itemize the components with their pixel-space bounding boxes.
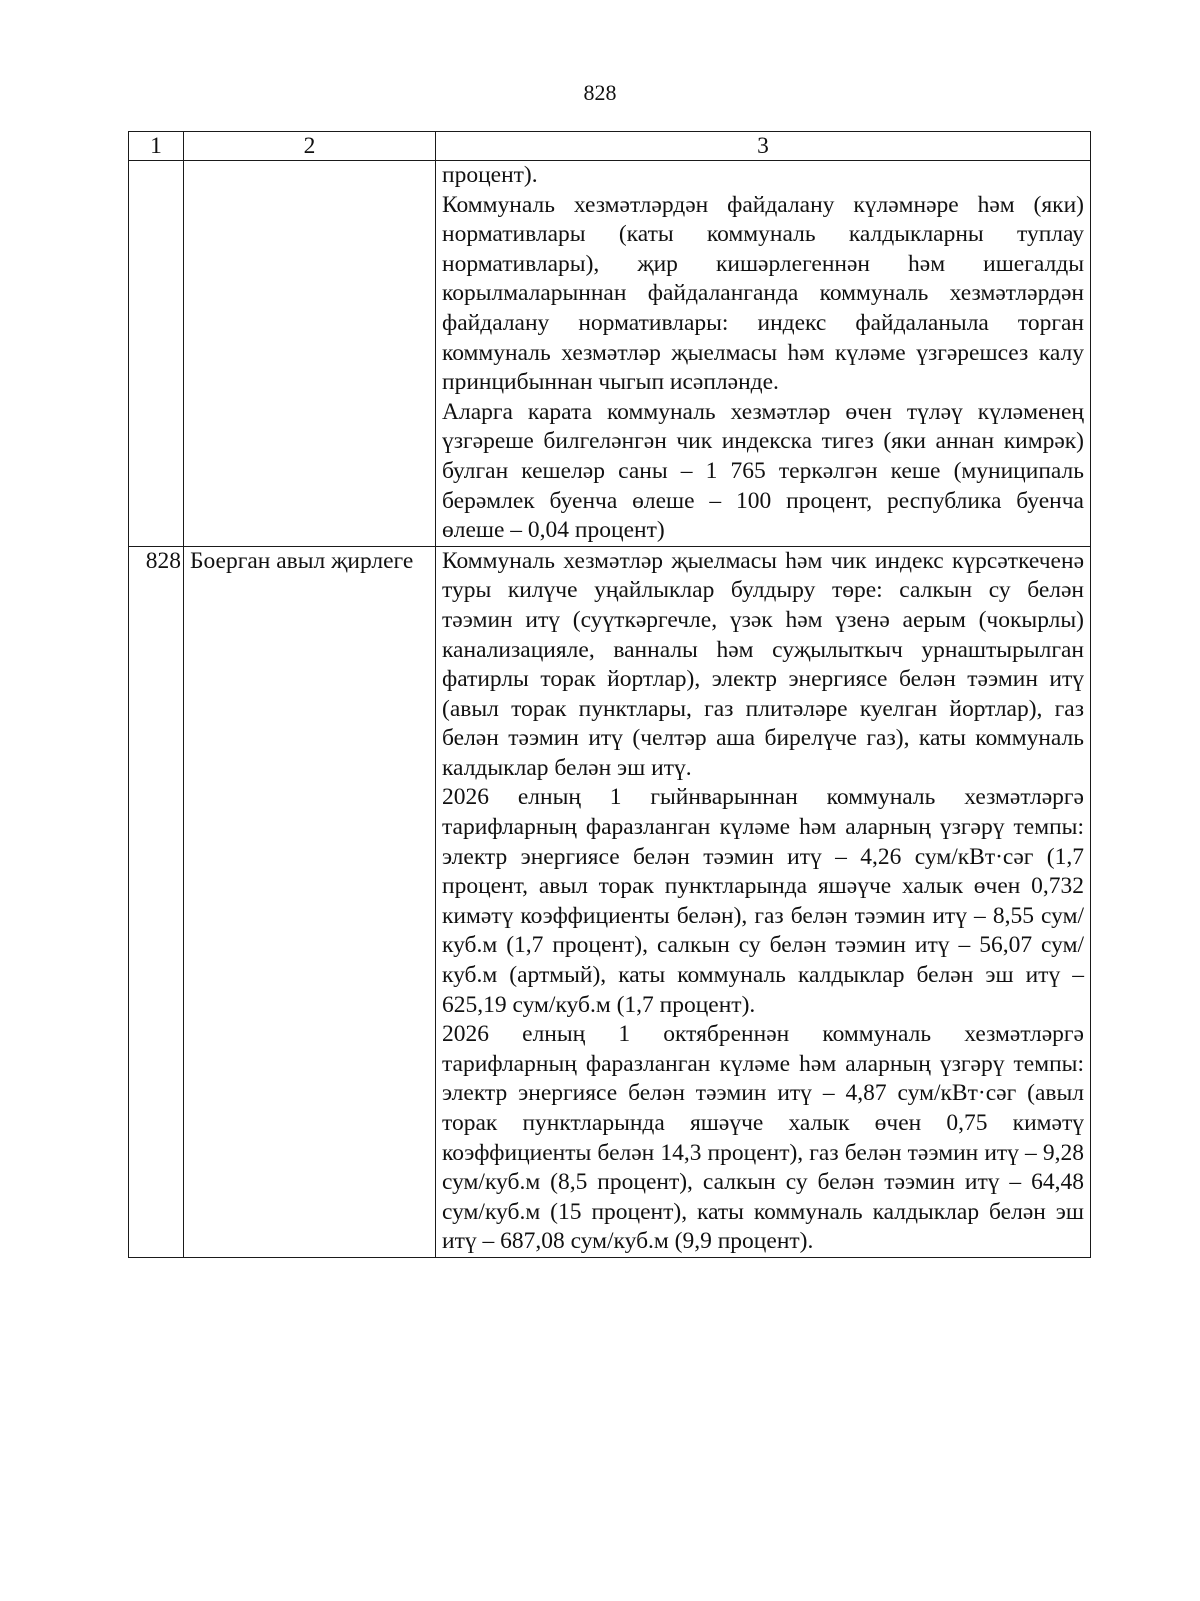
table-row: [129, 161, 1091, 547]
row-number-cell: 828: [129, 546, 184, 1257]
row-number-cell: [129, 161, 184, 547]
description-cell: [436, 546, 1091, 1257]
settlement-name-cell: [184, 161, 436, 547]
table-row: [129, 546, 1091, 1257]
paragraph: Коммуналь хезмәтләрдән файдалану күләмнәре һәм (яки) нормативлары (каты коммуналь калдыкларны туплау нормативлары), җир кишәрлегеннән һәм ишегалды корылмаларыннан файдаланганда коммуналь хезмәтләрдән файдалану нормативлары: индекс файдаланыла торган коммуналь хезмәтләр җыелмасы һәм күләме үзгәрешсез калу принцибыннан чыгып исәпләнде.: [442, 191, 1084, 396]
column-header-2: 2: [184, 132, 436, 161]
paragraph: процент).: [442, 162, 538, 188]
tariff-table: [128, 131, 1091, 1258]
paragraph: Аларга карата коммуналь хезмәтләр өчен түләү күләменең үзгәреше билгеләнгән чик индекска тигез (яки аннан кимрәк) булган кешеләр саны – 1 765 теркәлгән кеше (муниципаль берәмлек буенча өлеше – 100 процент, республика буенча өлеше – 0,04 процент): [442, 398, 1084, 544]
description-cell: [436, 161, 1091, 547]
column-header-1: 1: [129, 132, 184, 161]
table-header-row: [129, 132, 1091, 161]
paragraph: 2026 елның 1 гыйнварыннан коммуналь хезмәтләргә тарифларның фаразланган күләме һәм аларның үзгәрү темпы: электр энергиясе белән тәэмин итү – 4,26 сум/кВт·сәг (1,7 процент, авыл торак пунктларында яшәүче халык өчен 0,732 кимәтү коэффициенты белән), газ белән тәэмин итү – 8,55 сум/куб.м (1,7 процент), салкын су белән тәэмин итү – 56,07 сум/куб.м (артмый), каты коммуналь калдыклар белән эш итү – 625,19 сум/куб.м (1,7 процент).: [442, 784, 1084, 1018]
paragraph: 2026 елның 1 октябреннән коммуналь хезмәтләргә тарифларның фаразланган күләме һәм аларның үзгәрү темпы: электр энергиясе белән тәэмин итү – 4,87 сум/кВт·сәг (авыл торак пунктларында яшәүче халык өчен 0,75 кимәтү коэффициенты белән 14,3 процент), газ белән тәэмин итү – 9,28 сум/куб.м (8,5 процент), салкын су белән тәэмин итү – 64,48 сум/куб.м (15 процент), каты коммуналь калдыклар белән эш итү – 687,08 сум/куб.м (9,9 процент).: [442, 1021, 1084, 1255]
column-header-3: 3: [436, 132, 1091, 161]
page-number: 828: [583, 80, 617, 105]
settlement-name-cell: Боерган авыл җирлеге: [184, 546, 436, 1257]
paragraph: Коммуналь хезмәтләр җыелмасы һәм чик индекс күрсәткеченә туры килүче уңайлыклар булдыру төре: салкын су белән тәэмин итү (суүткәргечле, үзәк һәм үзенә аерым (чокырлы) канализацияле, ванналы һәм суҗылыткыч урнаштырылган фатирлы торак йортлар), электр энергиясе белән тәэмин итү (авыл торак пунктлары, газ плитәләре куелган йортлар), газ белән тәэмин итү (челтәр аша бирелүче газ), каты коммуналь калдыклар белән эш итү.: [442, 547, 1084, 781]
